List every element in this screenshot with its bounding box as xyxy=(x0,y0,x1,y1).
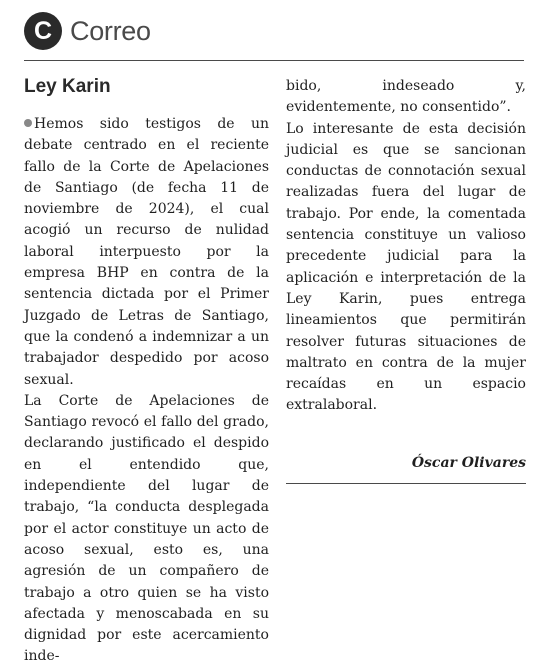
section-header xyxy=(24,8,151,54)
paragraph-2-continued: bido, indeseado y, evidentemente, no consentido”. xyxy=(286,78,526,116)
paragraph-1-text: Hemos sido testigos de un debate centrado en el reciente fallo de la Corte de Apelaciones de Santiago (de fecha 11 de noviembre de 2024), el cual acogió un recurso de nulidad laboral interpuesto por la empresa BHP en contra de la sentencia dictada por el Primer Juzgado de Letras de Santiago, que la condenó a indemnizar a un trabajador despedido por acoso sexual. xyxy=(24,116,269,388)
article-column-left xyxy=(24,72,269,668)
author-signature: Óscar Olivares xyxy=(411,454,526,471)
section-name: Correo xyxy=(70,15,151,46)
header-divider xyxy=(24,60,524,61)
paragraph-3: Lo interesante de esta decisión judicial es que se sancionan conductas de connotación sexual realizadas fuera del lugar de trabajo. Por ende, la comentada sentencia constituye un valioso precedente judicial para la aplicación e interpretación de la Ley Karin, pues entrega lineamientos que permitirán resolver futuras situaciones de maltrato en contra de la mujer recaídas en un espacio extralaboral. xyxy=(286,120,526,414)
author-divider xyxy=(286,483,526,484)
bullet-icon xyxy=(24,119,32,127)
article-column-right xyxy=(286,76,526,484)
letter-title: Ley Karin xyxy=(24,76,111,97)
section-logo-icon: C xyxy=(24,12,62,50)
paragraph-2: La Corte de Apelaciones de Santiago revocó el fallo del grado, declarando justificado el despido en el entendido que, independiente del lugar de trabajo, “la conducta desplegada por el actor constituye un acto de acoso sexual, esto es, una agresión de un compañero de trabajo a otro quien se ha visto afectada y menoscabada en su dignidad por este acercamiento inde- xyxy=(24,392,269,665)
paragraph-1 xyxy=(24,114,269,391)
